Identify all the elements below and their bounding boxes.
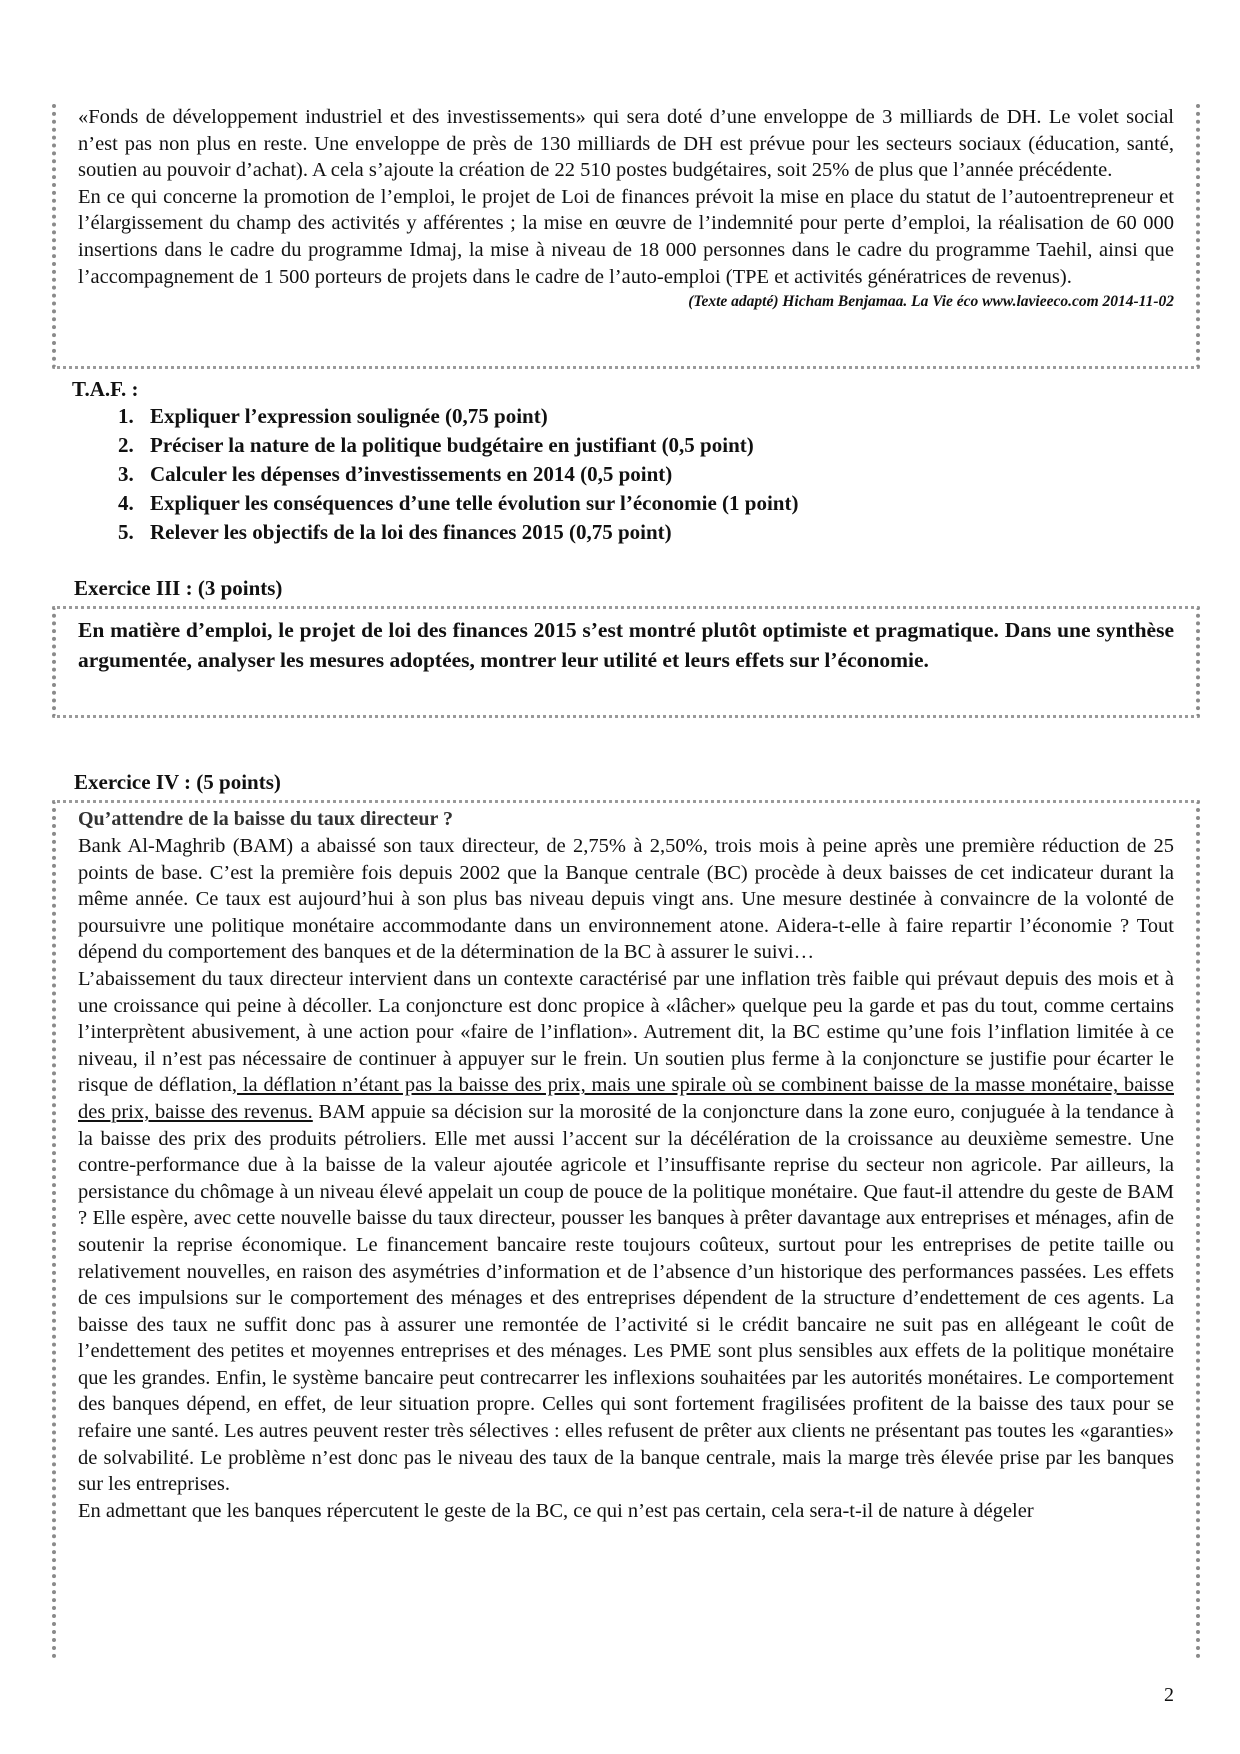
taf-item: 1. Expliquer l’expression soulignée (0,75 point) xyxy=(118,404,548,428)
taf-item: 4. Expliquer les conséquences d’une telle évolution sur l’économie (1 point) xyxy=(118,491,799,515)
exercise-3-title: Exercice III : (3 points) xyxy=(74,576,283,600)
exercise-4-title: Exercice IV : (5 points) xyxy=(74,770,281,794)
taf-item: 3. Calculer les dépenses d’investissements en 2014 (0,5 point) xyxy=(118,462,673,486)
exercise-4-paragraph-2: L’abaissement du taux directeur intervient dans un contexte caractérisé par une inflation très faible qui prévaut depuis des mois et à une croissance qui peine à décoller. La conjoncture est donc propice à «lâcher» quelque peu la garde et pas du tout, comme certains l’interprètent abusivement, à une action pour «faire de l’inflation». Autrement dit, la BC estime qu’une fois l’inflation limitée à ce niveau, il n’est pas nécessaire de continuer à appuyer sur le frein. Un soutien plus ferme à la conjoncture se justifie pour écarter le risque de déflation, la déflation n’étant pas la baisse des prix, mais une spirale où se combinent baisse de la masse monétaire, baisse des prix, baisse des revenus. BAM appuie sa décision sur la morosité de la conjoncture dans la zone euro, conjuguée à la tendance à la baisse des prix des produits pétroliers. Elle met aussi l’accent sur la décélération de la croissance au deuxième semestre. Une contre-performance due à la baisse de la valeur ajoutée agricole et l’insuffisante reprise du secteur non agricole. Par ailleurs, la persistance du chômage à un niveau élevé appelait un coup de pouce de la politique monétaire. Que faut-il attendre du geste de BAM ? Elle espère, avec cette nouvelle baisse du taux directeur, pousser les banques à prêter davantage aux entreprises et ménages, afin de soutenir la reprise économique. Le financement bancaire reste toujours coûteux, surtout pour les entreprises de petite taille ou relativement nouvelles, en raison des asymétries d’information et de l’absence d’un historique des performances passées. Les effets de ces impulsions sur le comportement des ménages et des entreprises dépendent de la structure d’endettement de ces agents. La baisse des taux ne suffit donc pas à assurer une remontée de l’activité si le crédit bancaire ne suit pas en allégeant le coût de l’endettement des petites et moyennes entreprises et des ménages. Les PME sont plus sensibles aux effets de la politique monétaire que les grandes. Enfin, le système bancaire peut contrecarrer les inflexions souhaitées par les autorités monétaires. Le comportement des banques dépend, en effet, de leur situation propre. Celles qui sont fortement fragilisées profitent de la baisse des taux pour se refaire une santé. Les autres peuvent rester très sélectives : elles refusent de prêter aux clients ne présentant pas toutes les «garanties» de solvabilité. Le problème n’est donc pas le niveau des taux de la banque centrale, mais la marge très élevée prise par les banques sur les entreprises. xyxy=(78,967,1175,1496)
exercise-4-box xyxy=(52,800,1200,1659)
taf-list xyxy=(118,402,798,547)
taf-title: T.A.F. : xyxy=(72,377,139,401)
excerpt-text xyxy=(56,104,1196,290)
exercise-4-subtitle: Qu’attendre de la baisse du taux directeur ? xyxy=(78,808,454,830)
taf-item: 2. Préciser la nature de la politique budgétaire en justifiant (0,5 point) xyxy=(118,433,754,457)
excerpt-paragraph-2: En ce qui concerne la promotion de l’emploi, le projet de Loi de finances prévoit la mise en place du statut de l’autoentrepreneur et l’élargissement du champ des activités y afférentes ; la mise en œuvre de l’indemnité pour perte d’emploi, la réalisation de 60 000 insertions dans le cadre du programme Idmaj, la mise à niveau de 18 000 personnes dans le cadre du programme Taehil, ainsi que l’accompagnement de 1 500 porteurs de projets dans le cadre de l’auto-emploi (TPE et activités génératrices de revenus). xyxy=(78,185,1174,288)
underlined-expression: la déflation n’étant pas la baisse des prix, mais une spirale où se combinent baisse de la masse monétaire, baisse des prix, baisse des revenus. xyxy=(78,1074,1174,1123)
exercise-3-box xyxy=(52,606,1200,718)
exercise-4-paragraph-3: En admettant que les banques répercutent le geste de la BC, ce qui n’est pas certain, cela sera-t-il de nature à dégeler xyxy=(78,1499,1034,1522)
page-number: 2 xyxy=(1164,1684,1174,1706)
excerpt-paragraph-1: «Fonds de développement industriel et des investissements» qui sera doté d’une enveloppe de 3 milliards de DH. Le volet social n’est pas non plus en reste. Une enveloppe de près de 130 milliards de DH est prévue pour les secteurs sociaux (éducation, santé, soutien au pouvoir d’achat). A cela s’ajoute la création de 22 510 postes budgétaires, soit 25% de plus que l’année précédente. xyxy=(78,106,1174,182)
exercise-4-text xyxy=(56,833,1196,1524)
excerpt-box xyxy=(52,104,1200,369)
exercise-3-text: En matière d’emploi, le projet de loi des finances 2015 s’est montré plutôt optimiste et pragmatique. Dans une synthèse argumentée, analyser les mesures adoptées, montrer leur utilité et leurs effets sur l’économie. xyxy=(78,618,1174,672)
excerpt-source: (Texte adapté) Hicham Benjamaa. La Vie éco www.lavieeco.com 2014-11-02 xyxy=(688,293,1174,311)
exercise-4-paragraph-1: Bank Al-Maghrib (BAM) a abaissé son taux directeur, de 2,75% à 2,50%, trois mois à peine après une première réduction de 25 points de base. C’est la première fois depuis 2002 que la Banque centrale (BC) procède à deux baisses de cet indicateur durant la même année. Ce taux est aujourd’hui à son plus bas niveau depuis vingt ans. Une mesure destinée à convaincre de la volonté de poursuivre une politique monétaire accommodante dans un environnement atone. Aidera-t-elle à faire repartir l’économie ? Tout dépend du comportement des banques et de la détermination de la BC à assurer le suivi… xyxy=(78,835,1174,964)
taf-item: 5. Relever les objectifs de la loi des finances 2015 (0,75 point) xyxy=(118,520,672,544)
